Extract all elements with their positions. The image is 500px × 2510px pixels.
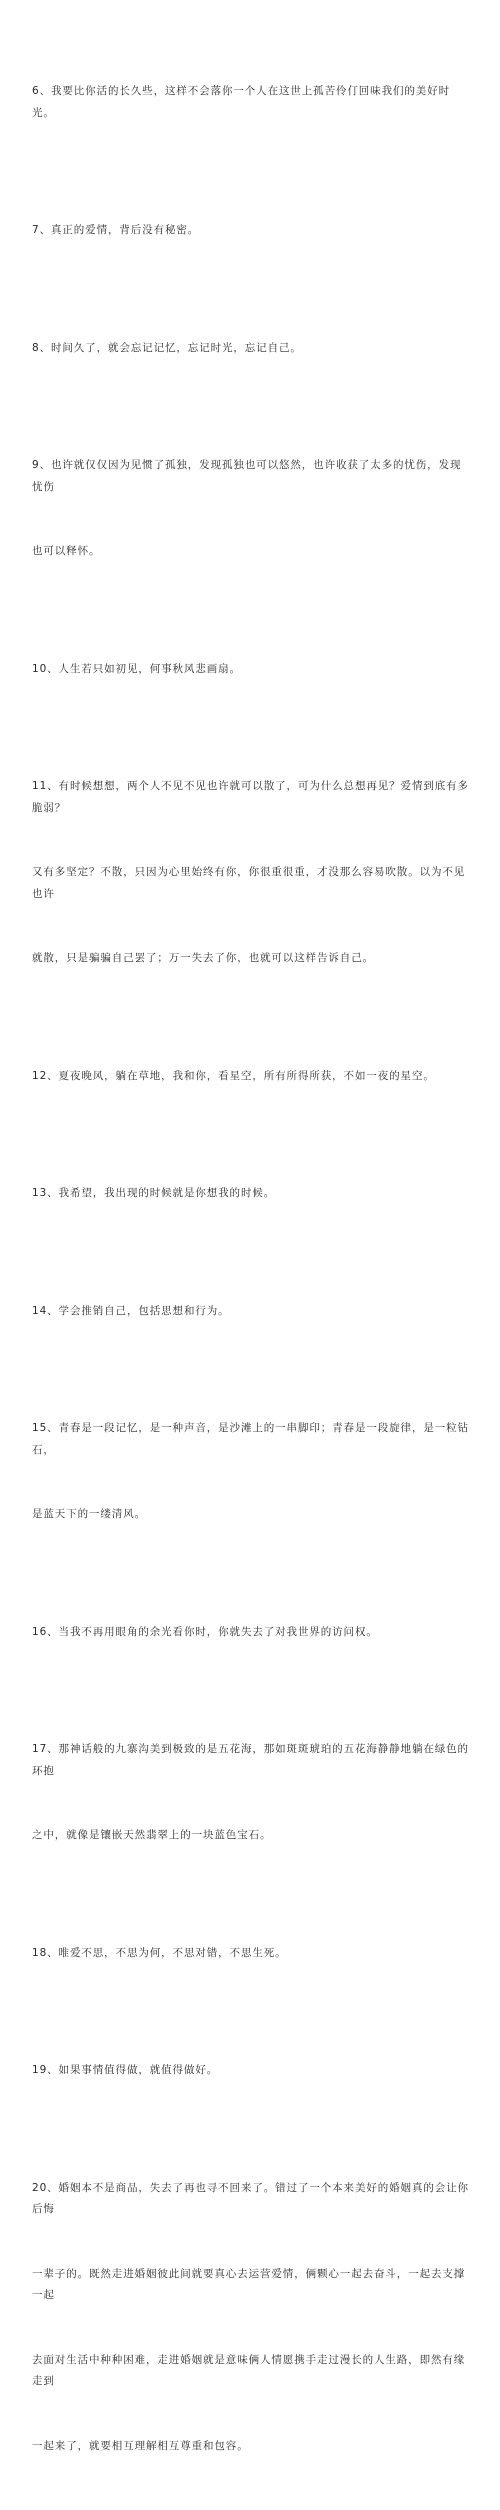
text-line: 7、真正的爱情，背后没有秘密。 <box>32 224 200 236</box>
list-item <box>32 2135 472 2501</box>
text-line: 又有多坚定？不散，只因为心里始终有你，你很重很重，才没那么容易吹散。以为不见也许 <box>32 866 466 900</box>
list-item <box>32 295 472 403</box>
text-line: 11、有时候想想，两个人不见不见也许就可以散了，可为什么总想再见？爱情到底有多脆弱？ <box>32 780 469 814</box>
text-line: 18、唯爱不思，不思为何，不思对错，不思生死。 <box>32 1946 287 1959</box>
list-item <box>32 733 472 1013</box>
document-body <box>32 38 472 2510</box>
list-item <box>32 2017 472 2125</box>
text-line: 去面对生活中种种困难，走进婚姻就是意味俩人情愿携手走过漫长的人生路，即然有缘走到 <box>32 2353 466 2387</box>
list-item <box>32 1258 472 1366</box>
list-item <box>32 1696 472 1890</box>
list-item <box>32 1023 472 1131</box>
text-line: 就散，只是骗骗自己罢了；万一失去了你，也就可以这样告诉自己。 <box>32 952 374 964</box>
text-line: 6、我要比你活的长久些，这样不会落你一个人在这世上孤苦伶仃回味我们的美好时光。 <box>32 85 450 119</box>
list-item <box>32 1579 472 1687</box>
text-line: 15、青春是一段记忆，是一种声音，是沙滩上的一串脚印；青春是一段旋律，是一粒钻石， <box>32 1422 469 1456</box>
list-item <box>32 616 472 724</box>
text-line: 14、学会推销自己，包括思想和行为。 <box>32 1304 230 1317</box>
text-line: 是蓝天下的一缕清风。 <box>32 1508 146 1520</box>
text-line: 也可以释怀。 <box>32 545 101 557</box>
text-line: 9、也许就仅仅因为见惯了孤独，发现孤独也可以悠然，也许收获了太多的忧伤，发现忧伤 <box>32 459 462 493</box>
list-item <box>32 1375 472 1569</box>
text-line: 一辈子的。既然走进婚姻彼此间就要真心去运营爱情，俩颗心一起去奋斗，一起去支撑一起 <box>32 2267 466 2301</box>
text-line: 10、人生若只如初见，何事秋风悲画扇。 <box>32 662 241 675</box>
text-line: 13、我希望，我出现的时候就是你想我的时候。 <box>32 1187 276 1199</box>
text-line: 一起来了，就要相互理解相互尊重和包容。 <box>32 2439 249 2452</box>
list-item <box>32 1900 472 2008</box>
text-line: 17、那神话般的九寨沟美到极致的是五花海，那如斑斑琥珀的五花海静静地躺在绿色的环抱 <box>32 1743 469 1777</box>
list-item <box>32 1140 472 1248</box>
text-line: 8、时间久了，就会忘记记忆，忘记时光，忘记自己。 <box>32 341 302 354</box>
text-line: 16、当我不再用眼角的余光看你时，你就失去了对我世界的访问权。 <box>32 1625 378 1638</box>
list-item <box>32 177 472 285</box>
list-item <box>32 38 472 167</box>
text-line: 19、如果事情值得做，就值得做好。 <box>32 2064 219 2076</box>
text-line: 20、婚姻本不是商品，失去了再也寻不回来了。错过了一个本来美好的婚姻真的会让你后悔 <box>32 2181 469 2215</box>
list-item <box>32 412 472 606</box>
text-line: 12、夏夜晚风，躺在草地，我和你，看星空，所有所得所获，不如一夜的星空。 <box>32 1069 435 1082</box>
text-line: 之中，就像是镶嵌天然翡翠上的一块蓝色宝石。 <box>32 1829 272 1841</box>
